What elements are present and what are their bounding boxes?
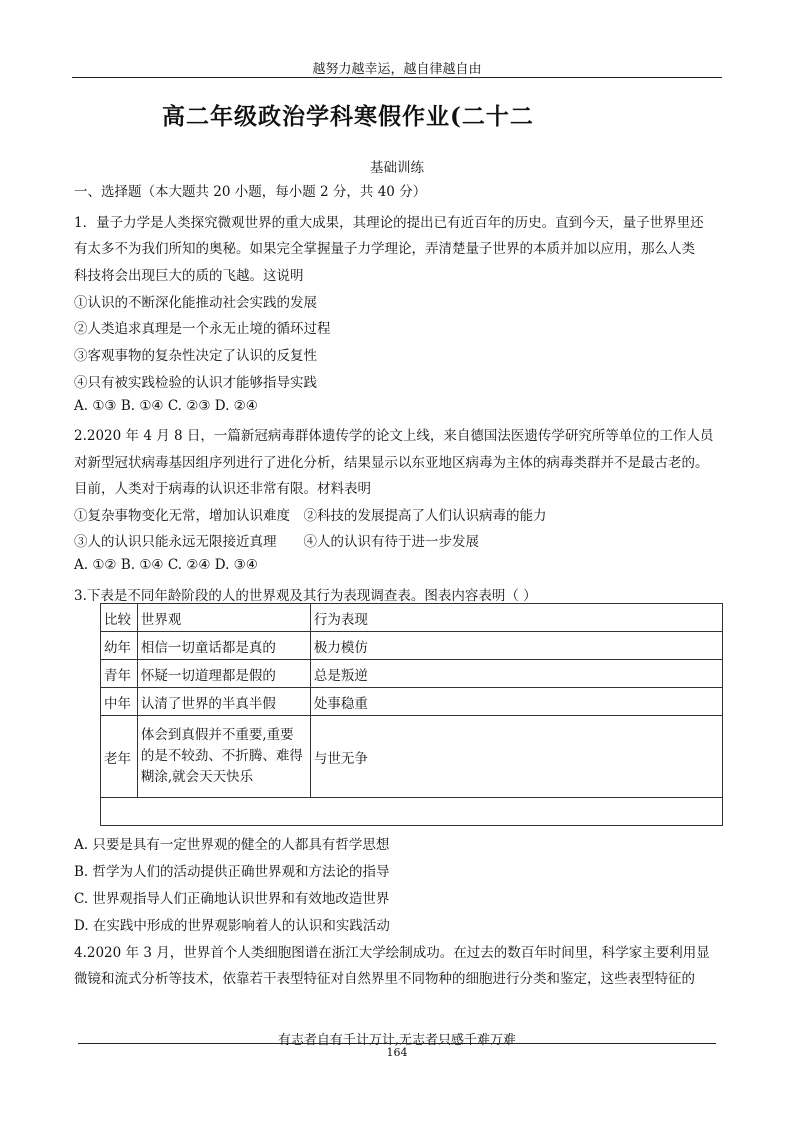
question-2-statements-3-4: ③人的认识只能永远无限接近真理 ④人的认识有待于进一步发展 xyxy=(74,534,479,550)
question-1-stem-line-1: 1．量子力学是人类探究微观世界的重大成果，其理论的提出已有近百年的历史。直到今天，量子世界里还 xyxy=(74,215,704,231)
question-1-stem-line-2: 有太多不为我们所知的奥秘。如果完全掌握量子力学理论，弄清楚量子世界的本质并加以应用，那么人类 xyxy=(74,241,695,257)
question-3-stem: 3.下表是不同年龄阶段的人的世界观及其行为表现调查表。图表内容表明（ ） xyxy=(74,588,537,604)
table-cell: 认清了世界的半真半假 xyxy=(137,688,310,716)
section-heading: 一、选择题（本大题共 20 小题，每小题 2 分，共 40 分） xyxy=(74,184,427,200)
question-1-statement-3: ③客观事物的复杂性决定了认识的反复性 xyxy=(74,348,317,364)
table-cell: 青年 xyxy=(101,660,138,688)
section-subtitle: 基础训练 xyxy=(370,160,424,176)
table-row xyxy=(101,632,723,660)
table-cell: 中年 xyxy=(101,688,138,716)
question-1-statement-4: ④只有被实践检验的认识才能够指导实践 xyxy=(74,375,317,391)
table-header-cell: 行为表现 xyxy=(310,604,722,632)
question-3-option-d: D. 在实践中形成的世界观影响着人的认识和实践活动 xyxy=(74,918,390,934)
footer-divider xyxy=(78,1043,716,1044)
question-1-choices: A. ①③ B. ①④ C. ②③ D. ②④ xyxy=(74,398,258,414)
header-divider xyxy=(72,77,722,78)
table-cell: 总是叛逆 xyxy=(310,660,722,688)
question-1-statement-2: ②人类追求真理是一个永无止境的循环过程 xyxy=(74,321,331,337)
table-header-row xyxy=(101,604,723,632)
question-2-stem-line-3: 目前，人类对于病毒的认识还非常有限。材料表明 xyxy=(74,481,371,497)
question-3-option-c: C. 世界观指导人们正确地认识世界和有效地改造世界 xyxy=(74,891,390,907)
table-empty-row xyxy=(101,798,723,826)
page-title: 高二年级政治学科寒假作业(二十二 xyxy=(162,103,534,130)
table-row xyxy=(101,716,723,798)
footer-motto: 有志者自有千计万计,无志者只感千难万难 xyxy=(277,1033,517,1048)
question-1-statement-1: ①认识的不断深化能推动社会实践的发展 xyxy=(74,295,317,311)
table-cell: 幼年 xyxy=(101,632,138,660)
table-cell: 极力模仿 xyxy=(310,632,722,660)
question-2-stem-line-2: 对新型冠状病毒基因组序列进行了进化分析，结果显示以东亚地区病毒为主体的病毒类群并不是最古老的。 xyxy=(74,455,709,471)
table-cell: 处事稳重 xyxy=(310,688,722,716)
table-row xyxy=(101,688,723,716)
table-empty-cell xyxy=(101,798,723,826)
table-cell: 体会到真假并不重要,重要的是不较劲、不折腾、难得糊涂,就会天天快乐 xyxy=(137,716,310,798)
question-4-stem-line-1: 4.2020 年 3 月，世界首个人类细胞图谱在浙江大学绘制成功。在过去的数百年时间里，科学家主要利用显 xyxy=(74,945,710,961)
question-3-option-a: A. 只要是具有一定世界观的健全的人都具有哲学思想 xyxy=(74,837,390,853)
question-1-stem-line-3: 科技将会出现巨大的质的飞越。这说明 xyxy=(74,268,304,284)
question-4-stem-line-2: 微镜和流式分析等技术，依靠若干表型特征对自然界里不同物种的细胞进行分类和鉴定，这些表型特征的 xyxy=(74,971,695,987)
table-cell: 与世无争 xyxy=(310,716,722,798)
question-2-choices: A. ①② B. ①④ C. ②④ D. ③④ xyxy=(74,557,258,573)
header-motto: 越努力越幸运，越自律越自由 xyxy=(312,62,482,77)
table-row xyxy=(101,660,723,688)
table-header-cell: 比较 xyxy=(101,604,138,632)
question-2-statements-1-2: ①复杂事物变化无常，增加认识难度 ②科技的发展提高了人们认识病毒的能力 xyxy=(74,508,547,524)
table-cell: 相信一切童话都是真的 xyxy=(137,632,310,660)
worldview-survey-table xyxy=(100,603,723,826)
question-2-stem-line-1: 2.2020 年 4 月 8 日，一篇新冠病毒群体遗传学的论文上线，来自德国法医遗传学研究所等单位的工作人员 xyxy=(74,428,714,444)
page-number: 164 xyxy=(386,1046,408,1059)
question-3-option-b: B. 哲学为人们的活动提供正确世界观和方法论的指导 xyxy=(74,864,390,880)
table-cell: 怀疑一切道理都是假的 xyxy=(137,660,310,688)
table-header-cell: 世界观 xyxy=(137,604,310,632)
table-cell: 老年 xyxy=(101,716,138,798)
